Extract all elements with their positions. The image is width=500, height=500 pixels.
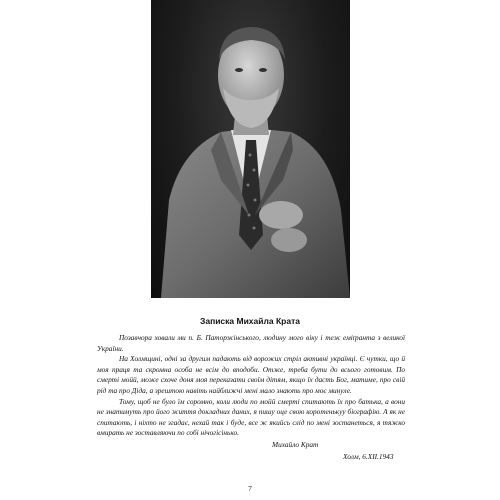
letter-body (97, 333, 405, 439)
signature-name: Михайло Крат (272, 440, 319, 449)
page-number: 7 (248, 484, 252, 493)
paragraph: На Холмщині, одні за другим падають від ворожих стріл активні українці. Є чутки, що й моя праця та скромна особа не всім до вподоби. Отже, треба бути до всього готовим. По смерті мойй, може схоче доня моя переказати своїм дітям, якщо їх дасть Бог, матиме, про свій рід та про Діда, а зрештою навіть найближчі мені мало знають про моє минуле. (97, 354, 405, 395)
portrait-illustration (151, 0, 350, 298)
paragraph: Позавчора ховали ми п. Б. Паторжінського, людину мого віку і теж еміґранта з великої України. (97, 333, 405, 353)
page-heading: Записка Михайла Крата (200, 316, 300, 326)
portrait-photo (151, 0, 350, 298)
paragraph: Тому, щоб не було їм соромно, коли люди по мойй смерті спитають їх про батька, а вони не знатимуть про його життя докладних даних, я пишу оце свою коротенькуу біографію. А як не спитають, і ніхто не згадає, нехай так і буде, все ж якийсь слід по мені зостанеться, я тяжко вмирать не зоставляючи по собі нічогісінько. (97, 396, 405, 438)
signature-place-date: Холм, 6.XII.1943 (343, 452, 394, 461)
